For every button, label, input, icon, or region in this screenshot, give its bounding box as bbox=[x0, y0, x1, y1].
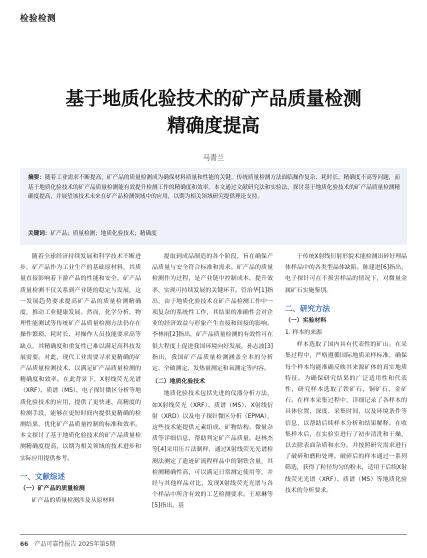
subheading-sample-source: 1. 样本的来源 bbox=[285, 330, 322, 337]
body-column-2 bbox=[152, 252, 273, 513]
geological-assay-paragraph-end: 于传统X射线衍射形貌术能检测出碎好理晶体样品中的各类型晶体缺陷。陈建进[6]指出，电子探针可在不损害样品的情况下，对微量金属矿石实施鉴别。 bbox=[285, 254, 407, 294]
intro-paragraph: 随着全球经济持续发展和科学技术不断进步，矿产品作为工业生产的基础原材料，其质量直接影响着下游产品的性能和安全。矿产品质量检测不仅关系到产业链的稳定与发展，这一发展趋势要求提高矿产品的质量检测精确度，推动工业健康发展。然而，化学分析、物理性能测试等传统矿产品质量检测方法仍存在操作繁琐、耗时长、对操作人员技能要求高等缺点，其精确度和重复性已难以满足高科技发展需要。对此，现代工业需要寻求更精确的矿产品质量检测技术，以满足矿产品质量检测的精确度和效率。在此背景下，X射线荧光光谱（XRF）、质谱（MS）、电子探针微区分析等地质化验技术的应用，提供了更快速、高精度的检测手段，能够在更短时间内提供更精确的检测结果，优化矿产品质量控制的标准和效率。本文探讨了基于地质化验技术的矿产品质量检测精确度提高，以期为相关领域的技术进步和实际应用提供参考。 bbox=[20, 254, 141, 462]
keywords-label: 关键词： bbox=[28, 231, 51, 237]
subheading-experimental-materials: （一）实验材料 bbox=[285, 317, 327, 324]
quality-inspection-paragraph-start: 矿产品的质量检测涉及从原材料 bbox=[31, 498, 115, 505]
page-number: 66 bbox=[20, 541, 29, 548]
author-name: 马青兰 bbox=[203, 154, 224, 162]
abstract bbox=[28, 174, 400, 203]
quality-inspection-paragraph: 提取到成品制造的各个阶段，旨在确保产品质量与安全符合标准和需求。矿产品的质量检测作为过程，是产业链中控制成本、提升效率、实现可持续发展的关键环节。管治华[1]指出，由于地质化验技术在矿产品检测工作中一项复杂的系统性工作，其结果的准确性会对企业的经济效益与形象产生直接和间接的影响。李林雨[2]指出，矿产品质量检测的有效性可在很大程度上促进我国环境向好发展。孙志波[3]指出，我国矿产品质量检测涵盖全本的分析定、全破测定、发热量测定和氧测定等内容。 bbox=[152, 254, 273, 373]
subheading-geological-assay: （二）地质化验技术 bbox=[152, 379, 206, 386]
heading-literature-review: 一、文献综述 bbox=[20, 471, 65, 481]
geological-assay-paragraph: 地质化验技术包括先进的仪器分析方法，如X射线荧光（XRF）、质谱（MS）、X射线衍射（XRD）以及电子探针微区分析（EPMA），这些技术能提供元素组成、矿物结构、微量杂质等详细信息，帮助判定矿产品质量。赵林杰等[4]采用压片法制样，通过X射线荧光光谱检测法测定了遗迹矿流程样品中的钢铁含量，其检测精确性高，可以满足日常测定使用等，并经与其他样品对比，发现X射线荧光光谱与各个样品中所含有效的工艺检测要求。王琼琳等[5]指出，基 bbox=[152, 391, 273, 510]
section-tag: 检验检测 bbox=[20, 14, 57, 24]
body-column-3 bbox=[285, 252, 407, 497]
body-column-1 bbox=[20, 252, 141, 507]
page-footer bbox=[20, 539, 115, 548]
sample-source-paragraph: 样本选取了国内具有代表性的矿山。在采集过程中，严格遵循国际地质采样标准，确保每个样本均能准确反映其来源矿体的真实地质特征。为确保研究结果的广泛适用性和代表性，研究样本选取了铁矿石、铜矿石、金矿石。在样本采集过程中，详细记录了各样本的具体位置、深度、采集时间，以及环境条件等信息，以帮助后续样本分析和结果解释。在收集样本后，在实验室进行了初步清洗和干燥，以去除表面杂质和水分。并按照研究需求进行了破碎和磨粉处理。破碎后的样本通过一系列筛选，获得了粒径均匀的粉末，适用于后续X射线荧光光谱（XRF）、质谱（MS）等地质化验技术的分析要求。 bbox=[285, 342, 407, 494]
subheading-quality-inspection: （一）矿产品的质量检测 bbox=[20, 485, 85, 492]
journal-issue: 产品可靠性报告 2025年第5期 bbox=[34, 541, 116, 548]
keywords-text: 矿产品；质量检测；地质化验技术；精确度 bbox=[50, 231, 157, 237]
heading-research-methods: 二、研究方法 bbox=[285, 303, 330, 313]
abstract-label: 摘要： bbox=[28, 175, 45, 181]
footer-divider bbox=[20, 534, 407, 535]
article-title-line2: 精确度提高 bbox=[167, 116, 260, 137]
keywords bbox=[28, 230, 400, 240]
article-title-line1: 基于地质化验技术的矿产品质量检测 bbox=[65, 89, 362, 110]
abstract-text: 随着工业需求不断提高，矿产品的质量检测成为确保材料质量和性能的关键。传统质量检测方法面临操作复杂、耗时长、精确度不高等问题，而基于地质化验技术的矿产品质量检测能有效提升检测工作的精确度和效率。本文通过文献研究法和实验法，探讨基于地质化验技术的矿产品质量检测精确度提高，并展望该技术未来在矿产品检测领域中的应用，以期为相关领域研究提供理论支持。 bbox=[28, 175, 400, 201]
